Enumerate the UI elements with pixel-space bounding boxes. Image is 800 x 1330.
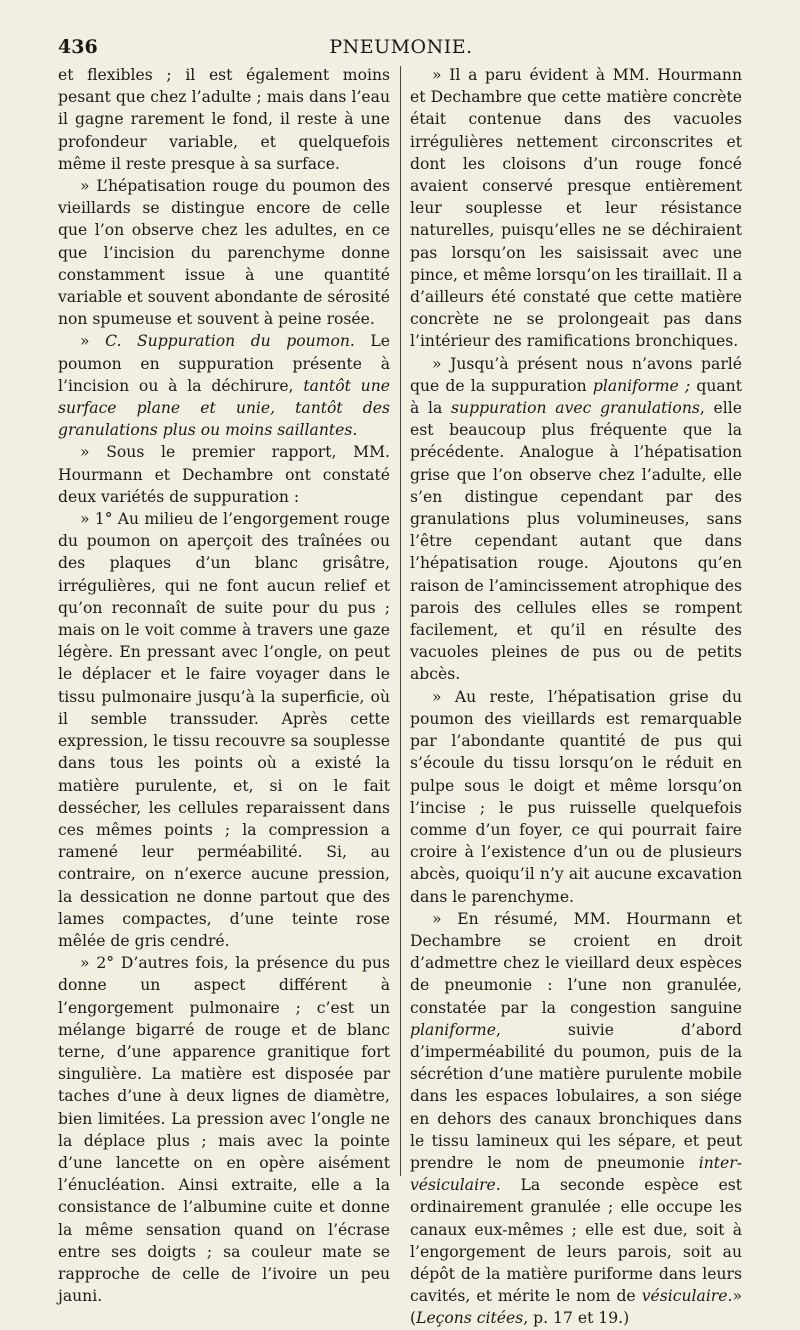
- paragraph: [58, 508, 390, 952]
- italic-text: planiforme: [410, 1020, 496, 1039]
- right-column: [410, 64, 742, 1330]
- text-run: , p. 17 et 19.): [523, 1309, 630, 1328]
- text-run: » Sous le premier rapport, MM. Hourmann et Dechambre ont constaté deux variétés de suppuration :: [58, 443, 390, 506]
- paragraph: [58, 175, 390, 330]
- italic-text: inter-vésiculaire: [410, 1153, 742, 1195]
- italic-text: C. Suppuration du poumon.: [105, 332, 355, 351]
- paragraph: [410, 64, 742, 353]
- page-number: 436: [58, 36, 98, 58]
- text-run: , elle est beaucoup plus fréquente que la précédente. Analogue à l’hépatisation grise que l’on observe chez l’adulte, elle s’en distingue cependant par des granulations plus volumineuses, sans l’être cependant autant que dans l’hépatisation rouge. Ajoutons qu’en raison de l’amincissement atrophique des parois des cellules elles se rompent facilement, et qu’il en résulte des vacuoles pleines de pus ou de petits abcès.: [410, 399, 742, 684]
- paragraph: [410, 686, 742, 908]
- page-header: [58, 36, 744, 64]
- paragraph: [58, 441, 390, 508]
- text-run: » L’hépatisation rouge du poumon des vieillards se distingue encore de celle que l’on observe chez les adultes, en ce que l’incision du parenchyme donne constamment issue à une quantité variable et souvent abondante de sérosité non spumeuse et souvent à peine rosée.: [58, 177, 390, 329]
- text-run: et flexibles ; il est également moins pesant que chez l’adulte ; mais dans l’eau il gagne rarement le fond, il reste à une profondeur variable, et quelquefois même il reste presque à sa surface.: [58, 66, 390, 173]
- text-run: » Il a paru évident à MM. Hourmann et Dechambre que cette matière concrète était contenue dans des vacuoles irrégulières nettement circonscrites et dont les cloisons d’un rouge foncé avaient conservé presque entièrement leur souplesse et leur résistance naturelles, puisqu’elles ne se déchiraient pas lorsqu’on les saisissait avec une pince, et même lorsqu’on les tiraillait. Il a d’ailleurs été constaté que cette matière concrète ne se prolongeait pas dans l’intérieur des ramifications bronchiques.: [410, 66, 742, 351]
- italic-text: tantôt une surface plane et unie, tantôt des granulations plus ou moins saillantes.: [58, 376, 390, 440]
- text-run: » Au reste, l’hépatisation grise du poumon des vieillards est remarquable par l’abondante quantité de pus qui s’écoule du tissu lorsqu’on le réduit en pulpe sous le doigt et même lorsqu’on l’incise ; le pus ruisselle quelquefois comme d’un foyer, ce qui pourrait faire croire à l’existence d’un ou de plusieurs abcès, quoiqu’il n’y ait aucune excavation dans le parenchyme.: [410, 687, 742, 906]
- paragraph: [410, 908, 742, 1330]
- text-run: Le poumon en suppuration présente à l’incision ou à la déchirure,: [58, 332, 390, 395]
- paragraph: [58, 64, 390, 175]
- text-run: » Jusqu’à présent nous n’avons parlé que de la suppuration: [410, 354, 742, 395]
- text-run: quant à la: [410, 376, 742, 418]
- italic-text: suppuration avec granulations: [451, 399, 700, 418]
- paragraph: [58, 330, 390, 441]
- italic-text: Leçons citées: [416, 1309, 524, 1328]
- column-divider: [400, 66, 401, 1176]
- running-title: PNEUMONIE.: [329, 36, 473, 58]
- left-column: [58, 64, 390, 1307]
- text-run: .» (: [410, 1287, 742, 1328]
- text-run: » En résumé, MM. Hourmann et Dechambre se croient en droit d’admettre chez le vieillard deux espèces de pneumonie : l’une non granulée, constatée par la congestion sanguine: [410, 909, 742, 1017]
- italic-text: vésiculaire: [641, 1287, 728, 1306]
- text-run: » 1° Au milieu de l’engorgement rouge du poumon on aperçoit des traînées ou des plaques d’un blanc grisâtre, irrégulières, qui ne font aucun relief et qu’on reconnaît de suite pour du pus ; mais on le voit comme à travers une gaze légère. En pressant avec l’ongle, on peut le déplacer et le faire voyager dans le tissu pulmonaire jusqu’à la superficie, où il semble transsuder. Après cette expression, le tissu recouvre sa souplesse dans tous les points où a existé la matière purulente, et, si on le fait dessécher, les cellules reparaissent dans ces mêmes points ; la compression a ramené leur perméabilité. Si, au contraire, on n’exerce aucune pression, la dessication ne donne partout que des lames compactes, d’une teinte rose mêlée de gris cendré.: [58, 510, 390, 950]
- text-run: , suivie d’abord d’imperméabilité du poumon, puis de la sécrétion d’une matière purulente mobile dans les espaces lobulaires, a son siége en dehors des canaux bronchiques dans le tissu lamineux qui les sépare, et peut prendre le nom de pneumonie: [410, 1020, 742, 1172]
- paragraph: [410, 353, 742, 686]
- text-columns: [58, 64, 748, 1328]
- italic-text: planiforme ;: [592, 376, 691, 395]
- text-run: . La seconde espèce est ordinairement granulée ; elle occupe les canaux eux-mêmes ; elle est due, soit à l’engorgement de leurs parois, soit au dépôt de la matière puriforme dans leurs cavités, et mérite le nom de: [410, 1176, 742, 1306]
- paragraph: [58, 952, 390, 1307]
- text-run: »: [80, 332, 106, 351]
- text-run: » 2° D’autres fois, la présence du pus donne un aspect différent à l’engorgement pulmonaire ; c’est un mélange bigarré de rouge et de blanc terne, d’une apparence granitique fort singulière. La matière est disposée par taches d’une à deux lignes de diamètre, bien limitées. La pression avec l’ongle ne la déplace plus ; mais avec la pointe d’une lancette on en opère aisément l’énucléation. Ainsi extraite, elle a la consistance de l’albumine cuite et donne la même sensation quand on l’écrase entre ses doigts ; sa couleur mate se rapproche de celle de l’ivoire un peu jauni.: [58, 954, 390, 1306]
